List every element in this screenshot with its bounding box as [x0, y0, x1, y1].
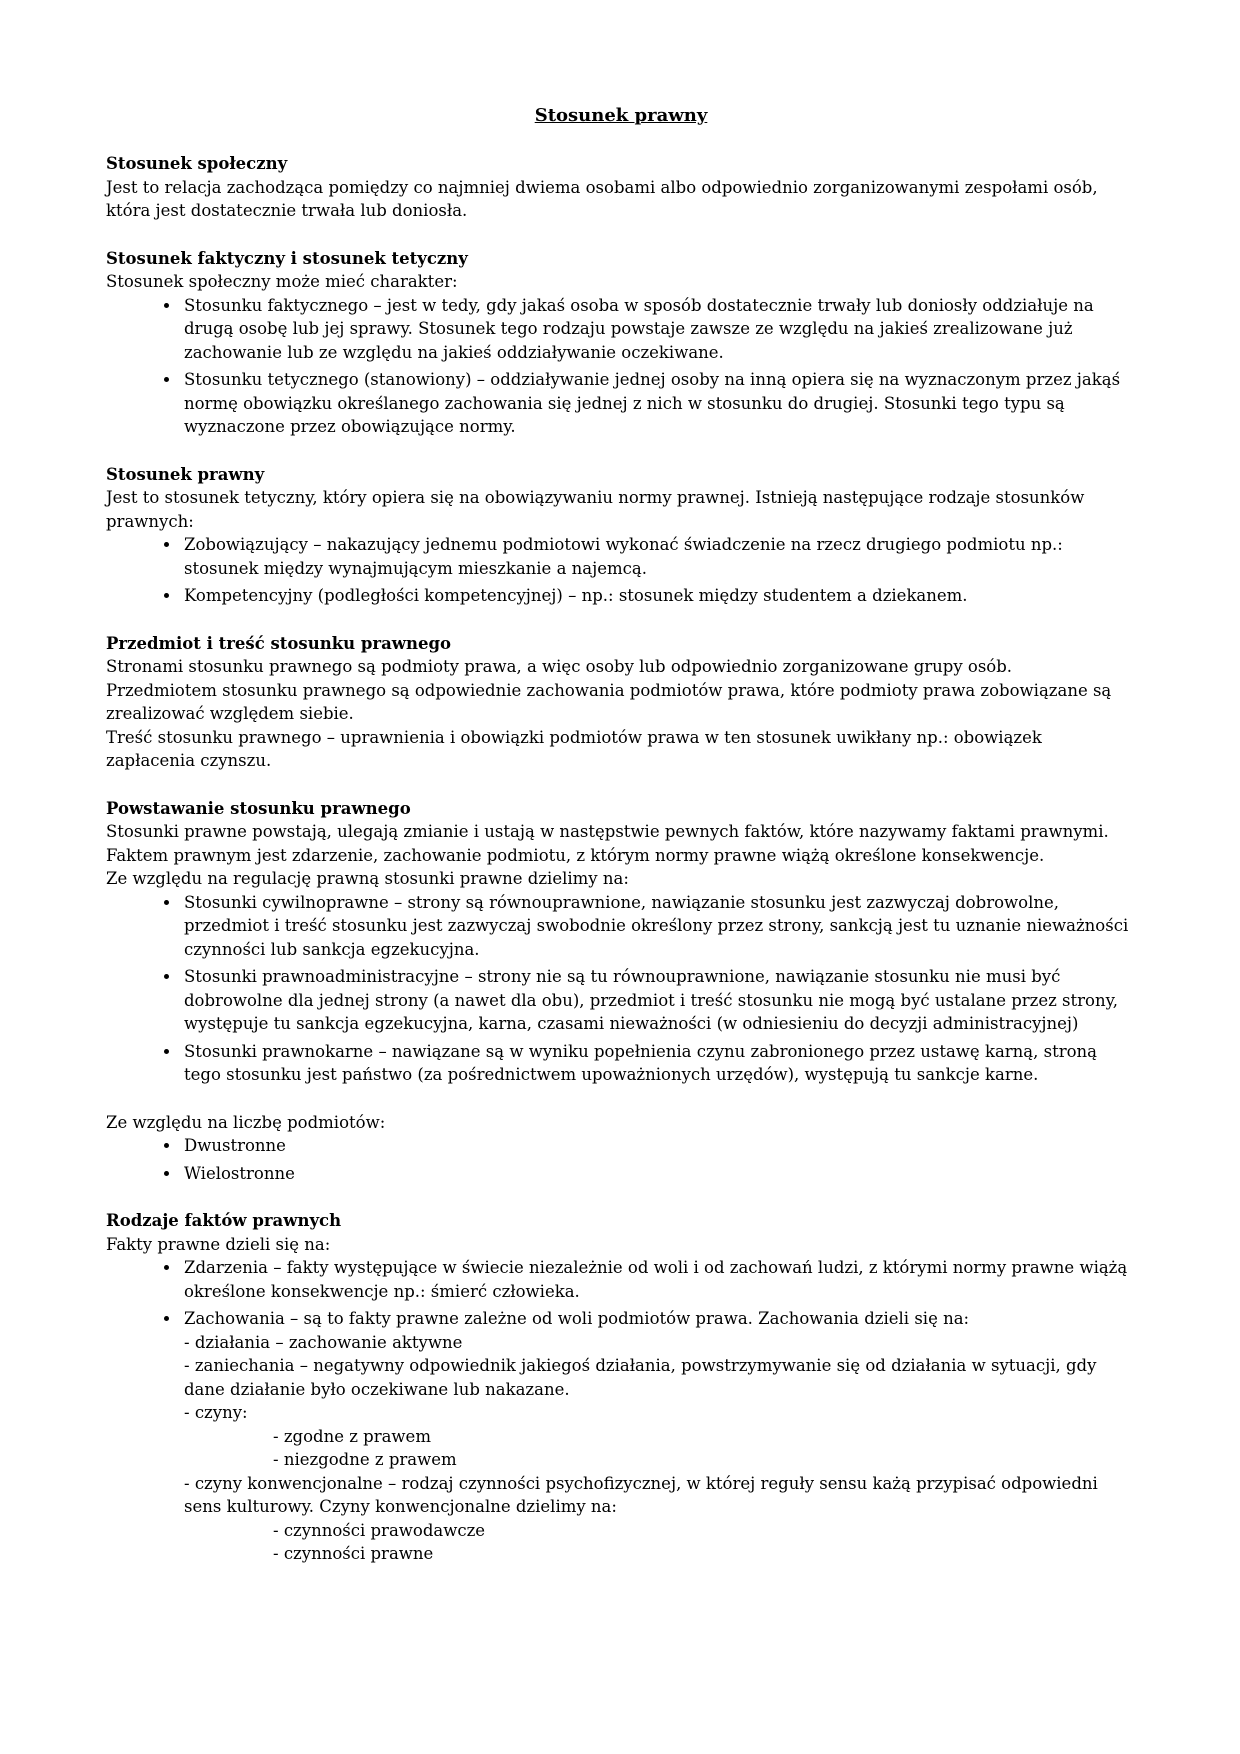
- sub-item: - czyny konwencjonalne – rodzaj czynności psychofizycznej, w której reguły sensu każą przypisać odpowiedni sens kulturowy. Czyny konwencjonalne dzielimy na:: [184, 1473, 1098, 1516]
- sub-item: - czynności prawne: [273, 1544, 434, 1563]
- paragraph: Ze względu na liczbę podmiotów:: [106, 1112, 386, 1132]
- paragraph: Faktem prawnym jest zdarzenie, zachowanie podmiotu, z którym normy prawne wiążą określone konsekwencje.: [106, 845, 1045, 865]
- section-przedmiot-tresc: [106, 632, 1136, 773]
- bullet-item: • Kompetencyjny (podległości kompetencyjnej) – np.: stosunek między studentem a dziekanem.: [181, 584, 1136, 608]
- bullet-item: • Stosunki prawnoadministracyjne – strony nie są tu równouprawnione, nawiązanie stosunku nie musi być dobrowolne dla jednej strony (a nawet dla obu), przedmiot i treść stosunku nie mogą być ustalane przez strony, występuje tu sankcja egzekucyjna, karna, czasami nieważności (w odniesieniu do decyzji administracyjnej): [181, 965, 1136, 1036]
- section-liczba-podmiotow: [106, 1111, 1136, 1186]
- bullet-item-text: Zachowania – są to fakty prawne zależne od woli podmiotów prawa. Zachowania dzieli się na:: [184, 1309, 970, 1328]
- paragraph: Przedmiotem stosunku prawnego są odpowiednie zachowania podmiotów prawa, które podmioty prawa zobowiązane są zrealizować względem siebie.: [106, 680, 1112, 723]
- paragraph: Stronami stosunku prawnego są podmioty prawa, a więc osoby lub odpowiednio zorganizowane grupy osób.: [106, 657, 1013, 676]
- paragraph: Treść stosunku prawnego – uprawnienia i obowiązki podmiotów prawa w ten stosunek uwikłany np.: obowiązek zapłacenia czynszu.: [106, 727, 1042, 770]
- section-heading: Stosunek faktyczny i stosunek tetyczny: [106, 248, 468, 268]
- section-heading: Powstawanie stosunku prawnego: [106, 798, 411, 818]
- paragraph: Jest to relacja zachodząca pomiędzy co najmniej dwiema osobami albo odpowiednio zorganizowanymi zespołami osób, która jest dostatecznie trwała lub doniosła.: [106, 177, 1098, 220]
- section-stosunek-faktyczny-tetyczny: [106, 247, 1136, 439]
- bullet-list: [106, 1256, 1136, 1566]
- paragraph: Jest to stosunek tetyczny, który opiera się na obowiązywaniu normy prawnej. Istnieją następujące rodzaje stosunków prawnych:: [106, 488, 1085, 531]
- sub-item: - działania – zachowanie aktywne: [184, 1332, 463, 1352]
- sub-item: - niezgodne z prawem: [273, 1450, 457, 1469]
- bullet-item: • Stosunki prawnokarne – nawiązane są w wyniku popełnienia czynu zabronionego przez ustawę karną, stroną tego stosunku jest państwo (za pośrednictwem upoważnionych urzędów), występują tu sankcje karne.: [181, 1040, 1136, 1087]
- bullet-item: • Zobowiązujący – nakazujący jednemu podmiotowi wykonać świadczenie na rzecz drugiego podmiotu np.: stosunek między wynajmującym mieszkanie a najemcą.: [181, 533, 1136, 580]
- bullet-item: • Zdarzenia – fakty występujące w świecie niezależnie od woli i od zachowań ludzi, z którymi normy prawne wiążą określone konsekwencje np.: śmierć człowieka.: [181, 1256, 1136, 1303]
- bullet-list: [106, 294, 1136, 439]
- bullet-item: • Stosunku faktycznego – jest w tedy, gdy jakaś osoba w sposób dostatecznie trwały lub doniosły oddziałuje na drugą osobę lub jej sprawy. Stosunek tego rodzaju powstaje zawsze ze względu na jakieś zrealizowane już zachowanie lub ze względu na jakieś oddziaływanie oczekiwane.: [181, 294, 1136, 365]
- paragraph: Fakty prawne dzieli się na:: [106, 1234, 331, 1254]
- section-heading: Rodzaje faktów prawnych: [106, 1211, 342, 1230]
- section-heading: Przedmiot i treść stosunku prawnego: [106, 633, 452, 653]
- paragraph: Stosunki prawne powstają, ulegają zmianie i ustają w następstwie pewnych faktów, które nazywamy faktami prawnymi.: [106, 822, 1109, 841]
- bullet-list: [106, 891, 1136, 1087]
- bullet-item: [181, 1307, 1136, 1566]
- sub-item: - czyny:: [184, 1403, 248, 1422]
- bullet-item: • Stosunku tetycznego (stanowiony) – oddziaływanie jednej osoby na inną opiera się na wyznaczonym przez jakąś normę obowiązku określanego zachowania się jednej z nich w stosunku do drugiej. Stosunki tego typu są wyznaczone przez obowiązujące normy.: [181, 368, 1136, 439]
- bullet-item: • Wielostronne: [181, 1162, 1136, 1186]
- section-powstawanie: [106, 797, 1136, 1087]
- paragraph: Ze względu na regulację prawną stosunki prawne dzielimy na:: [106, 869, 629, 888]
- sub-item: - zgodne z prawem: [273, 1426, 431, 1446]
- bullet-list: [106, 533, 1136, 608]
- section-stosunek-spoleczny: [106, 152, 1136, 223]
- bullet-item: • Stosunki cywilnoprawne – strony są równouprawnione, nawiązanie stosunku jest zazwyczaj dobrowolne, przedmiot i treść stosunku jest zazwyczaj swobodnie określony przez strony, sankcją jest tu uznanie nieważności czynności lub sankcja egzekucyjna.: [181, 891, 1136, 962]
- section-heading: Stosunek prawny: [106, 464, 265, 484]
- document-title: Stosunek prawny: [534, 105, 708, 126]
- section-heading: Stosunek społeczny: [106, 154, 288, 173]
- paragraph: Stosunek społeczny może mieć charakter:: [106, 272, 458, 291]
- section-stosunek-prawny: [106, 463, 1136, 608]
- section-rodzaje-faktow: [106, 1209, 1136, 1566]
- bullet-list: [106, 1134, 1136, 1185]
- bullet-item: • Dwustronne: [181, 1134, 1136, 1158]
- sub-item: - zaniechania – negatywny odpowiednik jakiegoś działania, powstrzymywanie się od działania w sytuacji, gdy dane działanie było oczekiwane lub nakazane.: [184, 1356, 1097, 1399]
- sub-item: - czynności prawodawcze: [273, 1520, 486, 1540]
